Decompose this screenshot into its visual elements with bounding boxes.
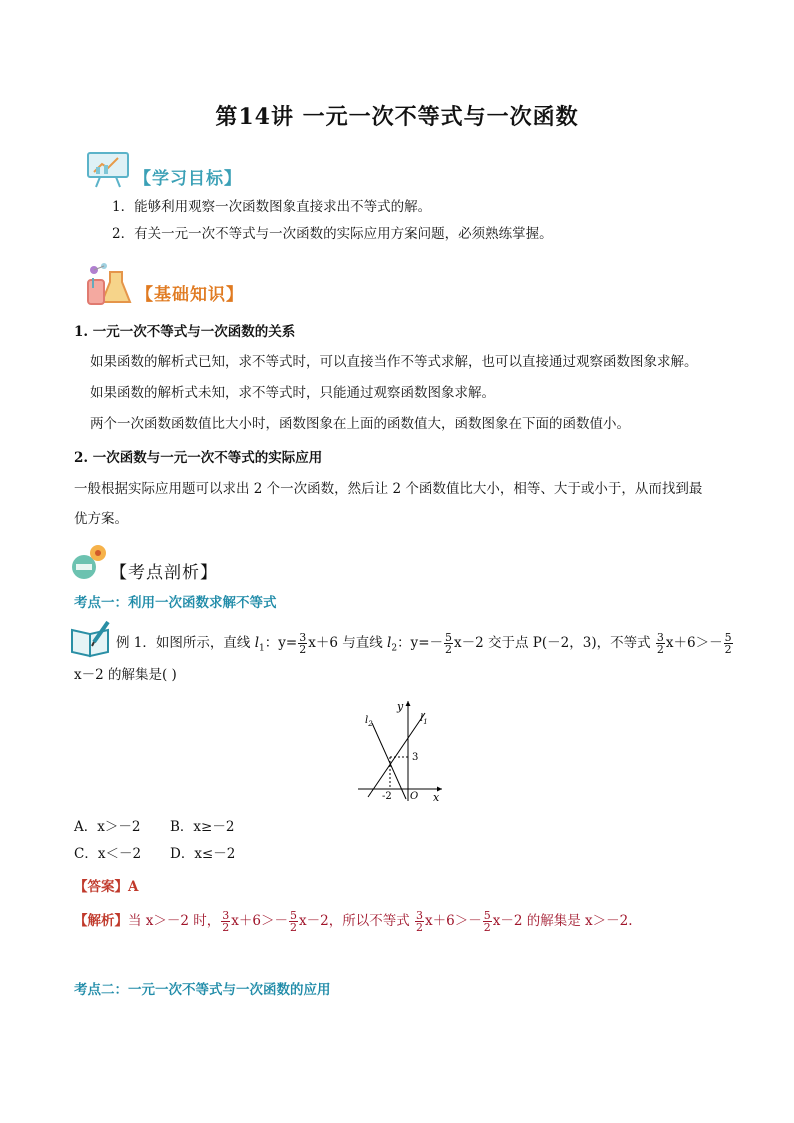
fraction-numerator: 3 — [416, 909, 423, 922]
fraction-denominator: 2 — [416, 921, 423, 934]
line-l1-name: l — [254, 635, 260, 651]
presentation-board-icon — [86, 150, 132, 188]
fraction-3-2 — [221, 910, 230, 933]
book-pencil-icon — [70, 620, 114, 658]
option-d: D．x≤－2 — [170, 846, 236, 862]
page-title: 第14讲 一元一次不等式与一次函数 — [215, 104, 579, 130]
flask-icon — [84, 262, 134, 308]
fraction-numerator: 5 — [290, 909, 297, 922]
fraction-numerator: 3 — [299, 631, 307, 644]
function-graph — [350, 695, 450, 805]
fraction-denominator: 2 — [445, 643, 453, 656]
explanation-text-2: x＋6＞－ — [231, 913, 288, 929]
line-l2 — [372, 723, 406, 799]
example-label: 例 1． — [116, 635, 156, 651]
fraction-denominator: 2 — [222, 921, 230, 934]
fraction-denominator: 2 — [290, 921, 297, 934]
section-2-line-1: 一般根据实际应用题可以求出 2 个一次函数，然后让 2 个函数值比大小，相等、大于或小于，从而找到最 — [74, 481, 703, 497]
chemistry-icon — [70, 543, 110, 581]
explanation-text-5: x－2 的解集是 x＞－2. — [492, 913, 633, 929]
fraction-5-2 — [289, 910, 298, 933]
basics-heading: 【基础知识】 — [136, 285, 244, 305]
example-1-line-2: x－2 的解集是( ) — [74, 667, 177, 683]
fraction-5-2 — [724, 632, 733, 655]
fraction-denominator: 2 — [724, 643, 732, 656]
option-b: B．x≥－2 — [170, 819, 235, 835]
y-tick-label: 3 — [412, 752, 419, 763]
example-text-4: ：y=－ — [397, 635, 444, 651]
example-1-line-1 — [116, 632, 734, 659]
fraction-3-2 — [298, 632, 307, 655]
explanation-text-4: x＋6＞－ — [425, 913, 482, 929]
section-1-title: 1. 一元一次不等式与一次函数的关系 — [74, 324, 296, 340]
y-axis-arrow — [406, 701, 411, 706]
explanation-text-3: x－2，所以不等式 — [299, 913, 414, 929]
fraction-5-2 — [444, 632, 453, 655]
option-c: C．x＜－2 — [74, 846, 142, 862]
key-point-1: 考点一：利用一次函数求解不等式 — [74, 595, 277, 611]
fraction-numerator: 3 — [222, 909, 230, 922]
option-a: A．x＞－2 — [74, 819, 141, 835]
explanation-text-1: 当 x＞－2 时， — [128, 913, 221, 929]
section-2-line-2: 优方案。 — [74, 511, 128, 527]
x-tick-label: -2 — [382, 791, 392, 802]
fraction-3-2 — [656, 632, 665, 655]
example-text-5: x－2 交于点 P(－2，3)，不等式 — [454, 635, 655, 651]
line-l2-sub: 2 — [391, 643, 398, 654]
fraction-3-2 — [415, 910, 424, 933]
explanation-line — [74, 910, 632, 933]
example-text-2: ：y= — [264, 635, 298, 651]
section-1-line-2: 如果函数的解析式未知，求不等式时，只能通过观察函数图象求解。 — [90, 385, 495, 401]
l2-letter: l — [365, 715, 369, 726]
key-point-2: 考点二：一元一次不等式与一次函数的应用 — [74, 982, 331, 998]
explanation-label: 【解析】 — [74, 913, 128, 929]
fraction-denominator: 2 — [299, 643, 307, 656]
goals-heading: 【学习目标】 — [134, 169, 242, 189]
l1-subscript: 1 — [423, 718, 428, 726]
fraction-numerator: 5 — [483, 909, 491, 922]
section-1-line-1: 如果函数的解析式已知，求不等式时，可以直接当作不等式求解，也可以直接通过观察函数图象求解。 — [90, 354, 698, 370]
example-text-6: x＋6＞－ — [665, 635, 723, 651]
answer-value: A — [128, 879, 139, 895]
fraction-denominator: 2 — [656, 643, 664, 656]
answer-line — [74, 877, 138, 897]
answer-label: 【答案】 — [74, 879, 128, 895]
example-text-3: x＋6 与直线 — [308, 635, 387, 651]
x-axis-label: x — [433, 791, 440, 804]
analysis-heading: 【考点剖析】 — [110, 563, 218, 583]
goal-item-1: 1．能够利用观察一次函数图象直接求出不等式的解。 — [112, 199, 432, 215]
goal-item-2: 2．有关一元一次不等式与一次函数的实际应用方案问题，必须熟练掌握。 — [112, 226, 553, 242]
section-1-line-3: 两个一次函数函数值比大小时，函数图象在上面的函数值大，函数图象在下面的函数值小。 — [90, 416, 630, 432]
y-axis-label: y — [397, 700, 404, 713]
origin-label: O — [410, 791, 419, 802]
l2-subscript: 2 — [368, 720, 373, 728]
fraction-5-2 — [483, 910, 492, 933]
line-l2-name: l — [387, 635, 392, 651]
example-text-1: 如图所示，直线 — [155, 635, 255, 651]
fraction-numerator: 5 — [724, 631, 732, 644]
fraction-denominator: 2 — [483, 921, 491, 934]
fraction-numerator: 3 — [656, 631, 664, 644]
l1-letter: l — [420, 713, 424, 724]
line-l1-sub: 1 — [259, 643, 265, 654]
l2-label — [365, 715, 373, 728]
section-2-title: 2. 一次函数与一元一次不等式的实际应用 — [74, 450, 323, 466]
fraction-numerator: 5 — [445, 631, 453, 644]
